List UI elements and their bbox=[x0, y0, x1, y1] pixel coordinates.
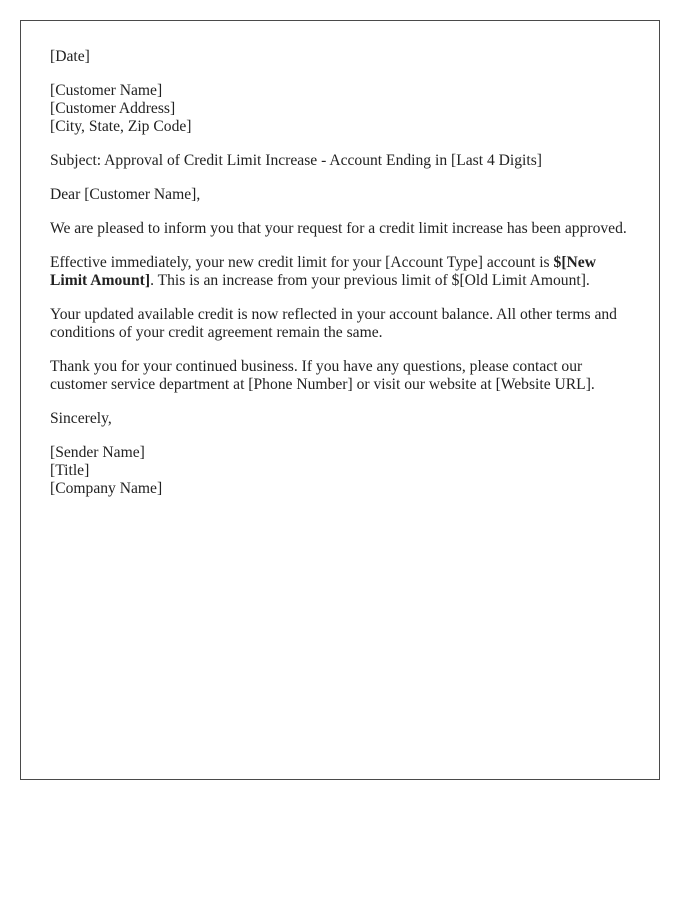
paragraph-approval: We are pleased to inform you that your request for a credit limit increase has been approved. bbox=[50, 220, 627, 237]
closing: Sincerely, bbox=[50, 410, 112, 427]
recipient-address-block bbox=[50, 82, 631, 136]
new-limit-text-before: Effective immediately, your new credit limit for your [Account Type] account is bbox=[50, 254, 554, 271]
paragraph-contact: Thank you for your continued business. If you have any questions, please contact our customer service department at [Phone Number] or visit our website at [Website URL]. bbox=[50, 358, 595, 393]
recipient-name: [Customer Name] bbox=[50, 82, 163, 99]
paragraph-available-credit: Your updated available credit is now reflected in your account balance. All other terms and conditions of your credit agreement remain the same. bbox=[50, 306, 617, 341]
letter-page bbox=[20, 20, 660, 780]
new-limit-text-after: . This is an increase from your previous limit of $[Old Limit Amount]. bbox=[150, 272, 590, 289]
date-block bbox=[50, 48, 631, 66]
new-limit-amount: $[New Limit Amount] bbox=[50, 254, 596, 289]
letter-date: [Date] bbox=[50, 48, 90, 65]
subject-line: Subject: Approval of Credit Limit Increase - Account Ending in [Last 4 Digits] bbox=[50, 152, 542, 169]
recipient-address: [Customer Address] bbox=[50, 100, 176, 117]
sender-title: [Title] bbox=[50, 462, 90, 479]
salutation: Dear [Customer Name], bbox=[50, 186, 201, 203]
paragraph-new-limit bbox=[50, 254, 631, 290]
signature-block bbox=[50, 444, 631, 498]
recipient-city-state-zip: [City, State, Zip Code] bbox=[50, 118, 192, 135]
sender-name: [Sender Name] bbox=[50, 444, 145, 461]
company-name: [Company Name] bbox=[50, 480, 163, 497]
